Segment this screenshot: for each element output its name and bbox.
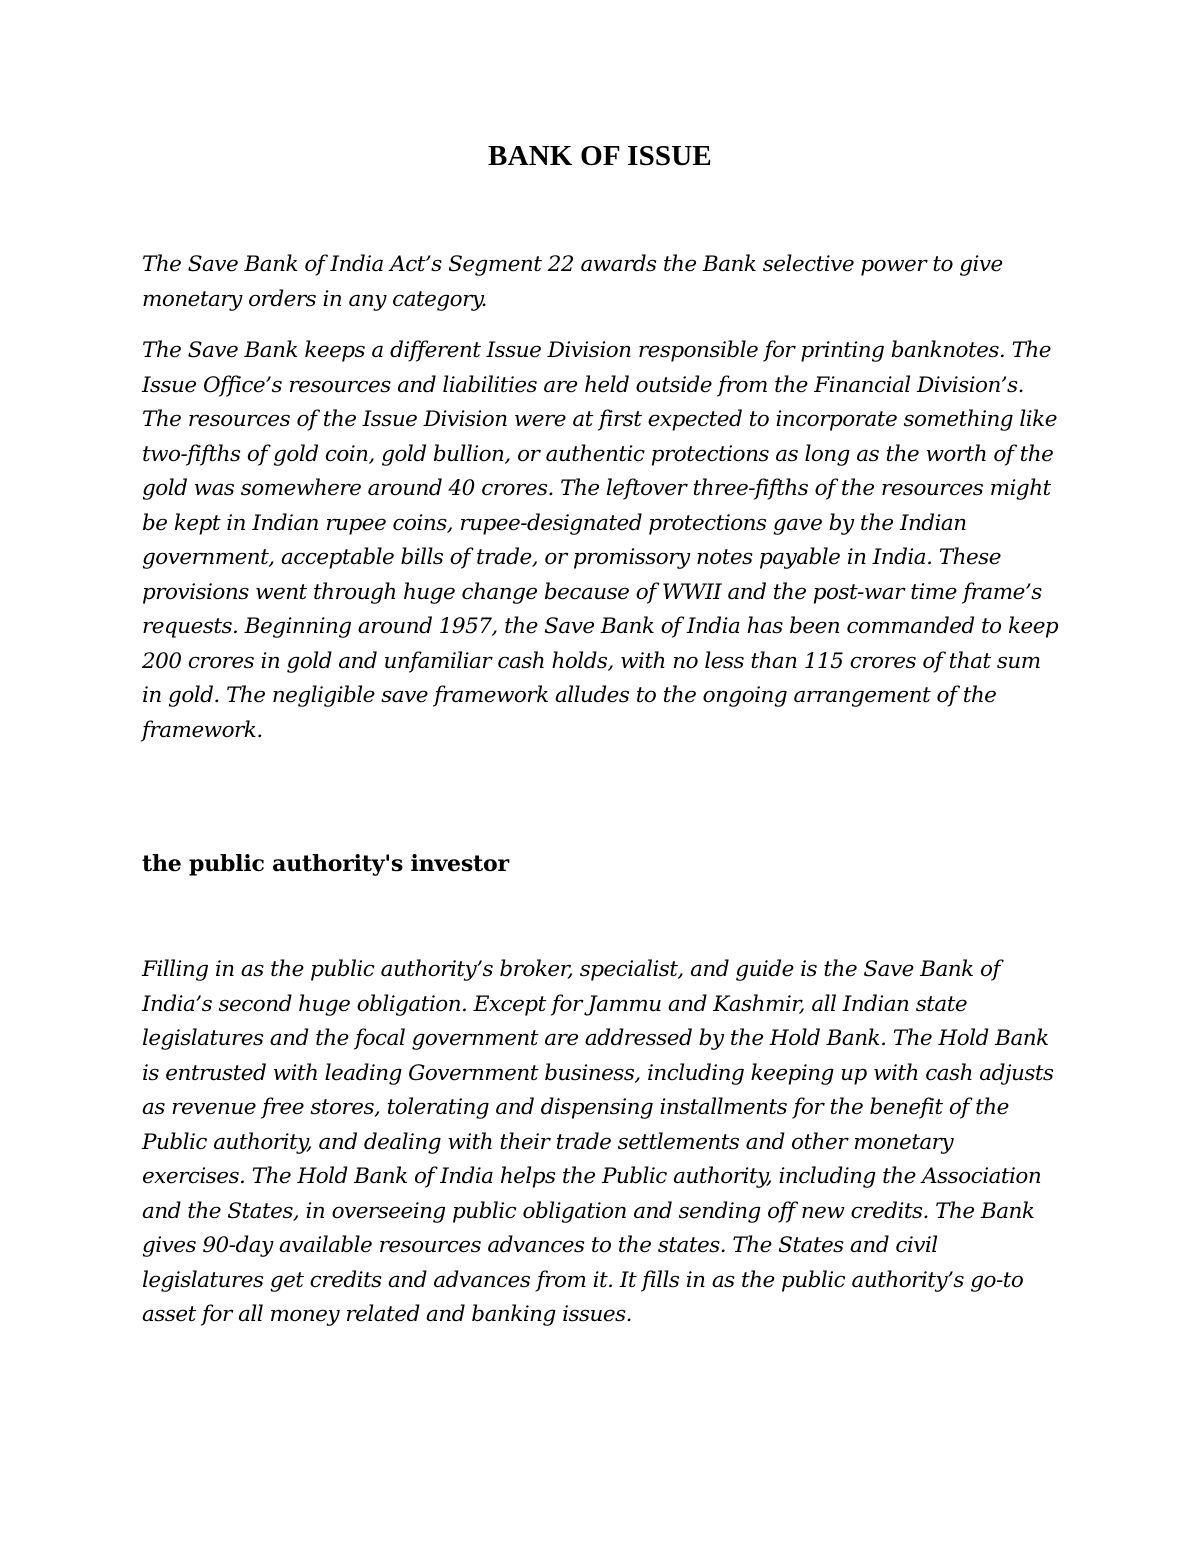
section-subheading: the public authority's investor xyxy=(142,851,509,877)
paragraph-1: The Save Bank of India Act’s Segment 22 awards the Bank selective power to give monetary orders in any category. xyxy=(142,252,1003,312)
document-title: BANK OF ISSUE xyxy=(488,140,712,172)
paragraph-3: Filling in as the public authority’s broker, specialist, and guide is the Save Bank of India’s second huge obligation. Except for Jammu and Kashmir, all Indian state legislatures and the focal government are addressed by the Hold Bank. The Hold Bank is entrusted with leading Government business, including keeping up with cash adjusts as revenue free stores, tolerating and dispensing installments for the benefit of the Public authority, and dealing with their trade settlements and other monetary exercises. The Hold Bank of India helps the Public authority, including the Association and the States, in overseeing public obligation and sending off new credits. The Bank gives 90-day available resources advances to the states. The States and civil legislatures get credits and advances from it. It fills in as the public authority’s go-to asset for all money related and banking issues. xyxy=(142,957,1054,1327)
paragraph-2: The Save Bank keeps a different Issue Division responsible for printing banknotes. The Issue Office’s resources and liabilities are held outside from the Financial Division’s. The resources of the Issue Division were at first expected to incorporate something like two-fifths of gold coin, gold bullion, or authentic protections as long as the worth of the gold was somewhere around 40 crores. The leftover three-fifths of the resources might be kept in Indian rupee coins, rupee-designated protections gave by the Indian government, acceptable bills of trade, or promissory notes payable in India. These provisions went through huge change because of WWII and the post-war time frame’s requests. Beginning around 1957, the Save Bank of India has been commanded to keep 200 crores in gold and unfamiliar cash holds, with no less than 115 crores of that sum in gold. The negligible save framework alludes to the ongoing arrangement of the framework. xyxy=(142,338,1059,743)
